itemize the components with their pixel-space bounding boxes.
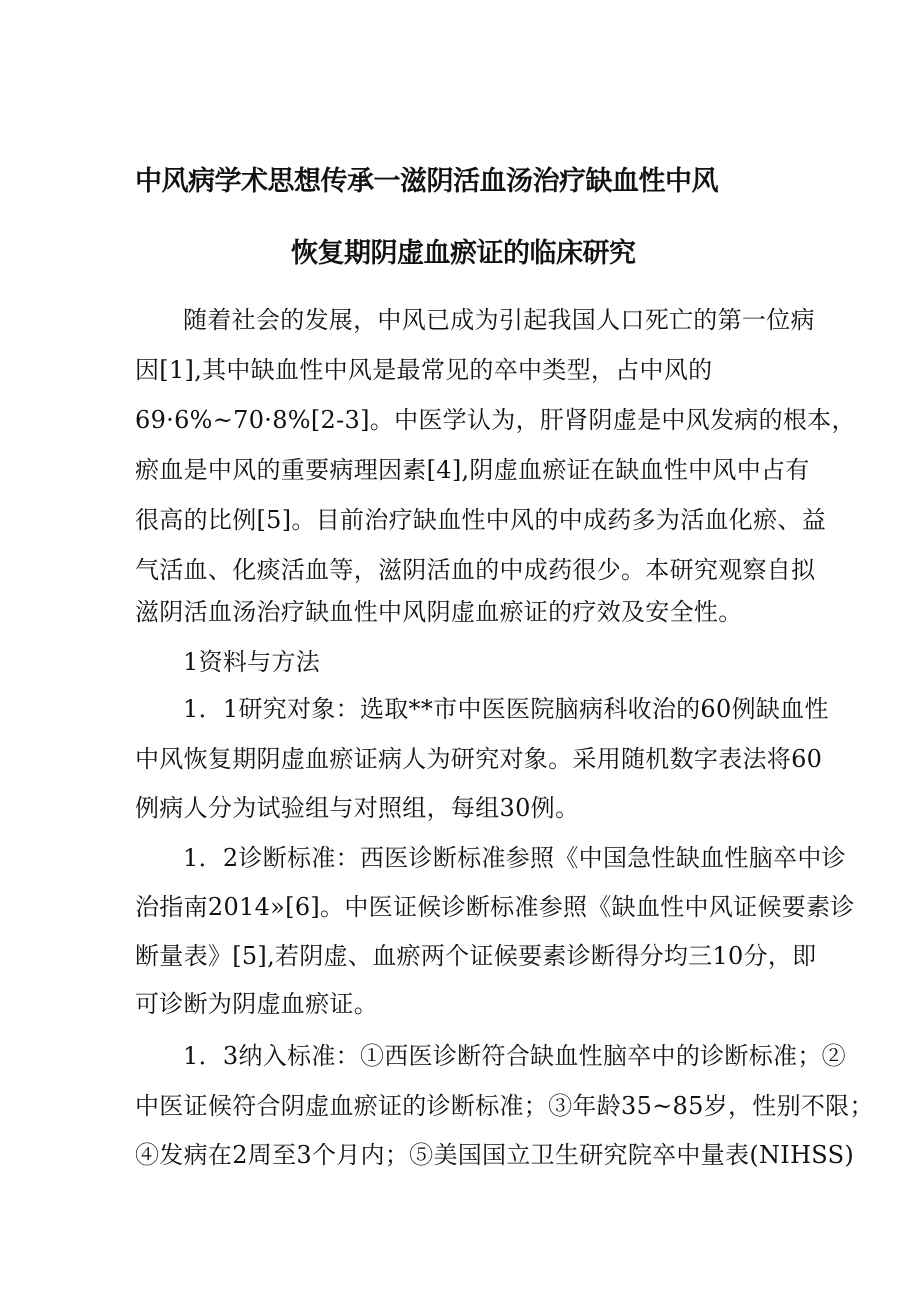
title-line-1: 中风病学术思想传承一滋阴活血汤治疗缺血性中风 bbox=[135, 166, 718, 197]
body-line: 因[1],其中缺血性中风是最常见的卒中类型，占中风的 bbox=[135, 356, 713, 384]
section-heading: 1资料与方法 bbox=[183, 648, 321, 676]
body-line: 1．2诊断标准：西医诊断标准参照《中国急性缺血性脑卒中诊 bbox=[183, 844, 846, 872]
body-line: ④发病在2周至3个月内；⑤美国国立卫生研究院卒中量表(NIHSS) bbox=[135, 1141, 855, 1169]
body-line: 治指南2014»[6]。中医证候诊断标准参照《缺血性中风证候要素诊 bbox=[135, 893, 855, 921]
body-line: 1．1研究对象：选取**市中医医院脑病科收治的60例缺血性 bbox=[183, 695, 829, 723]
body-line: 很高的比例[5]。目前治疗缺血性中风的中成药多为活血化瘀、益 bbox=[135, 506, 826, 534]
title-line-2: 恢复期阴虚血瘀证的临床研究 bbox=[291, 238, 636, 269]
body-line: 1．3纳入标准：①西医诊断符合缺血性脑卒中的诊断标准；② bbox=[183, 1042, 846, 1070]
body-line: 中医证候符合阴虚血瘀证的诊断标准；③年龄35~85岁，性别不限； bbox=[135, 1092, 874, 1120]
body-line: 气活血、化痰活血等，滋阴活血的中成药很少。本研究观察自拟 bbox=[135, 556, 816, 584]
body-line: 中风恢复期阴虚血瘀证病人为研究对象。采用随机数字表法将60 bbox=[135, 745, 823, 773]
body-line: 可诊断为阴虚血瘀证。 bbox=[135, 990, 378, 1018]
body-line: 瘀血是中风的重要病理因素[4],阴虚血瘀证在缺血性中风中占有 bbox=[135, 456, 810, 484]
body-line: 滋阴活血汤治疗缺血性中风阴虚血瘀证的疗效及安全性。 bbox=[135, 598, 743, 626]
body-line: 断量表》[5],若阴虚、血瘀两个证候要素诊断得分均三10分，即 bbox=[135, 942, 817, 970]
body-line: 随着社会的发展，中风已成为引起我国人口死亡的第一位病 bbox=[183, 306, 815, 334]
body-line: 69·6%~70·8%[2-3]。中医学认为，肝肾阴虚是中风发病的根本， bbox=[135, 406, 856, 434]
body-line: 例病人分为试验组与对照组，每组30例。 bbox=[135, 794, 580, 822]
